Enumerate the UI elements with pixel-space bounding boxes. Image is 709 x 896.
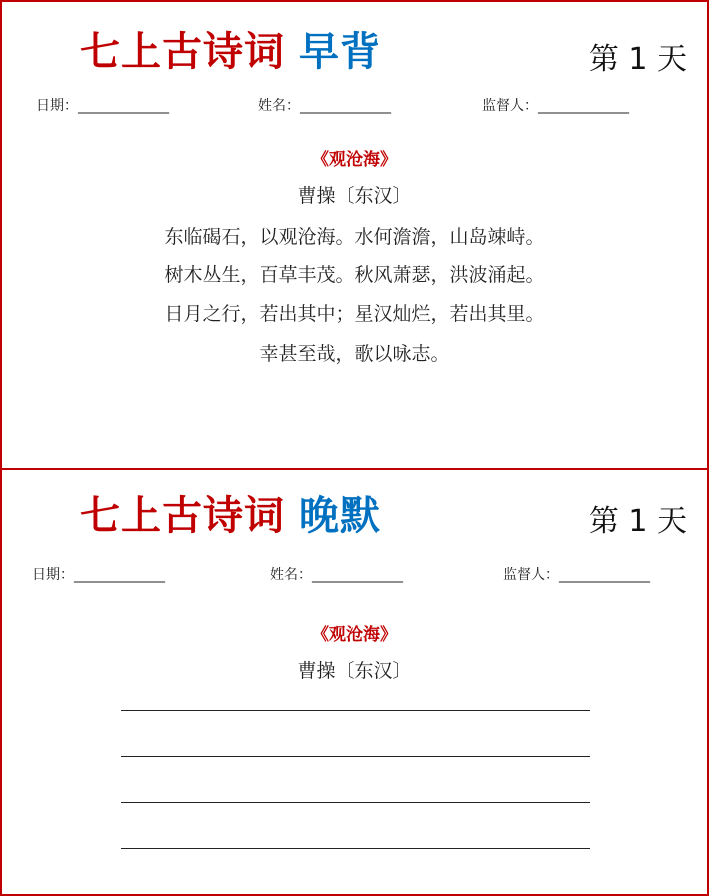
evening-poem-title: 《观沧海》 [312,625,397,645]
name-label: 姓名： [258,98,300,114]
evening-section [0,470,709,896]
supervisor-label: 监督人： [503,567,559,583]
name-label: 姓名： [270,567,312,583]
morning-date-field[interactable] [36,95,169,115]
morning-poem-title: 《观沧海》 [312,150,397,170]
evening-supervisor-field[interactable] [503,564,650,584]
date-blank: _____________ [74,567,165,583]
evening-heading [80,484,381,541]
poem-line: 东临碣石，以观沧海。水何澹澹，山岛竦峙。 [164,226,545,248]
morning-title-tag: 早背 [299,29,381,75]
morning-name-field[interactable] [258,95,391,115]
dictation-line[interactable] [121,756,590,757]
date-label: 日期： [36,98,78,114]
poem-line: 幸甚至哉，歌以咏志。 [259,343,450,365]
morning-day-counter: 第 1 天 [588,42,687,77]
evening-name-field[interactable] [270,564,403,584]
name-blank: _____________ [300,98,391,114]
dictation-line[interactable] [121,848,590,849]
poem-line: 日月之行，若出其中；星汉灿烂，若出其里。 [164,303,545,325]
name-blank: _____________ [312,567,403,583]
morning-poem-author: 曹操〔东汉〕 [297,185,412,207]
supervisor-label: 监督人： [482,98,538,114]
evening-title-tag: 晚默 [299,493,381,539]
evening-day-counter: 第 1 天 [588,504,687,539]
date-label: 日期： [32,567,74,583]
poem-line: 树木丛生，百草丰茂。秋风萧瑟，洪波涌起。 [164,264,545,286]
dictation-line[interactable] [121,710,590,711]
supervisor-blank: _____________ [538,98,629,114]
morning-supervisor-field[interactable] [482,95,629,115]
evening-poem-author: 曹操〔东汉〕 [297,660,412,682]
evening-title-main: 七上古诗词 [80,493,285,539]
supervisor-blank: _____________ [559,567,650,583]
date-blank: _____________ [78,98,169,114]
evening-date-field[interactable] [32,564,165,584]
dictation-line[interactable] [121,802,590,803]
morning-title-main: 七上古诗词 [80,29,285,75]
morning-heading [80,20,381,77]
